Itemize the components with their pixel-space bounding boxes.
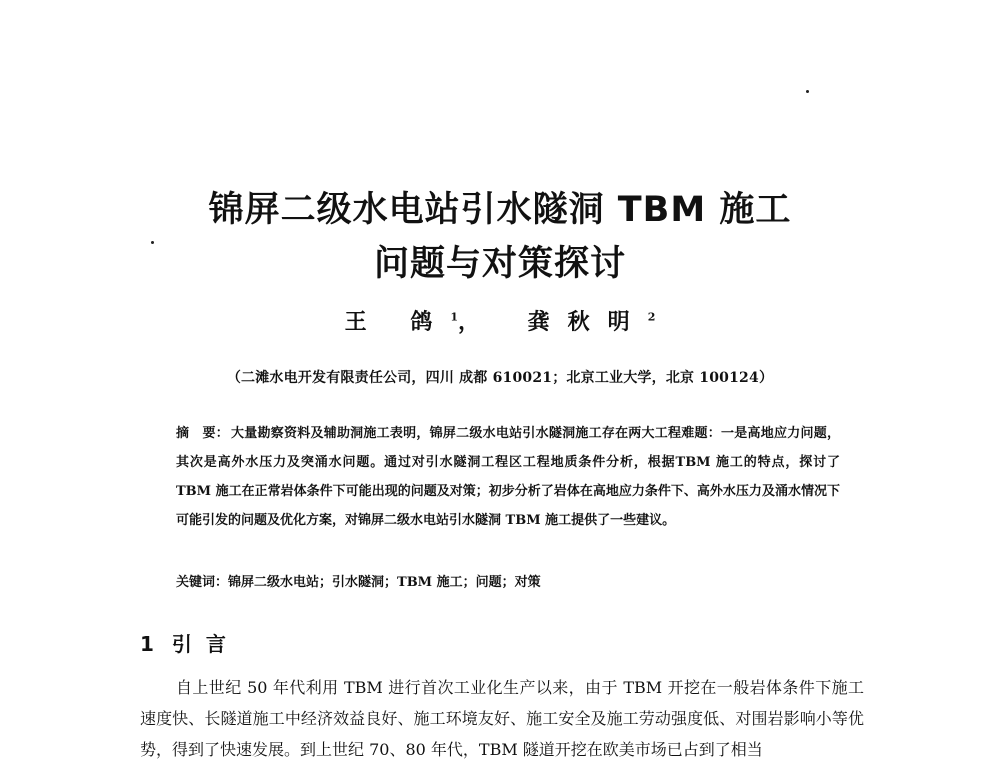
section-heading [140,628,240,657]
paper-title-line-1: 锦屏二级水电站引水隧洞 TBM 施工 [208,190,792,230]
keywords [176,571,840,590]
body-paragraph: 自上世纪 50 年代利用 TBM 进行首次工业化生产以来，由于 TBM 开挖在一般岩体条件下施工速度快、长隧道施工中经济效益良好、施工环境友好、施工安全及施工劳动强度低、对围岩影响小等优势，得到了快速发展。到上世纪 70、80 年代，TBM 隧道开挖在欧美市场已占到了相当 [140,678,864,759]
author-affiliations: （二滩水电开发有限责任公司，四川 成都 610021；北京工业大学，北京 100124） [226,370,774,386]
author-name: 龚秋明 [527,309,648,335]
author-affiliation-mark: 2 [647,310,656,324]
keywords-label: 关键词： [176,575,229,590]
abstract [176,419,840,535]
scan-speck [806,90,809,93]
author-separator: ， [457,309,480,335]
abstract-label: 摘 要： [176,426,229,441]
section-number: 1 [140,632,154,656]
section-title: 引言 [171,632,240,656]
abstract-text: 大量勘察资料及辅助洞施工表明，锦屏二级水电站引水隧洞施工存在两大工程难题：一是高地应力问题，其次是高外水压力及突涌水问题。通过对引水隧洞工程区工程地质条件分析，根据TBM 施工的特点，探讨了 TBM 施工在正常岩体条件下可能出现的问题及对策；初步分析了岩体在高地应力条件下、高外水压力及涌水情况下可能引发的问题及优化方案，对锦屏二级水电站引水隧洞 TBM 施工提供了一些建议。 [176,426,840,528]
keywords-text: 锦屏二级水电站；引水隧洞；TBM 施工；问题；对策 [228,575,541,590]
author-name: 王 鸽 [344,309,451,335]
paper-title-line-2: 问题与对策探讨 [373,244,626,284]
author-affiliation-mark: 1 [450,310,458,324]
author-list [0,305,1000,336]
